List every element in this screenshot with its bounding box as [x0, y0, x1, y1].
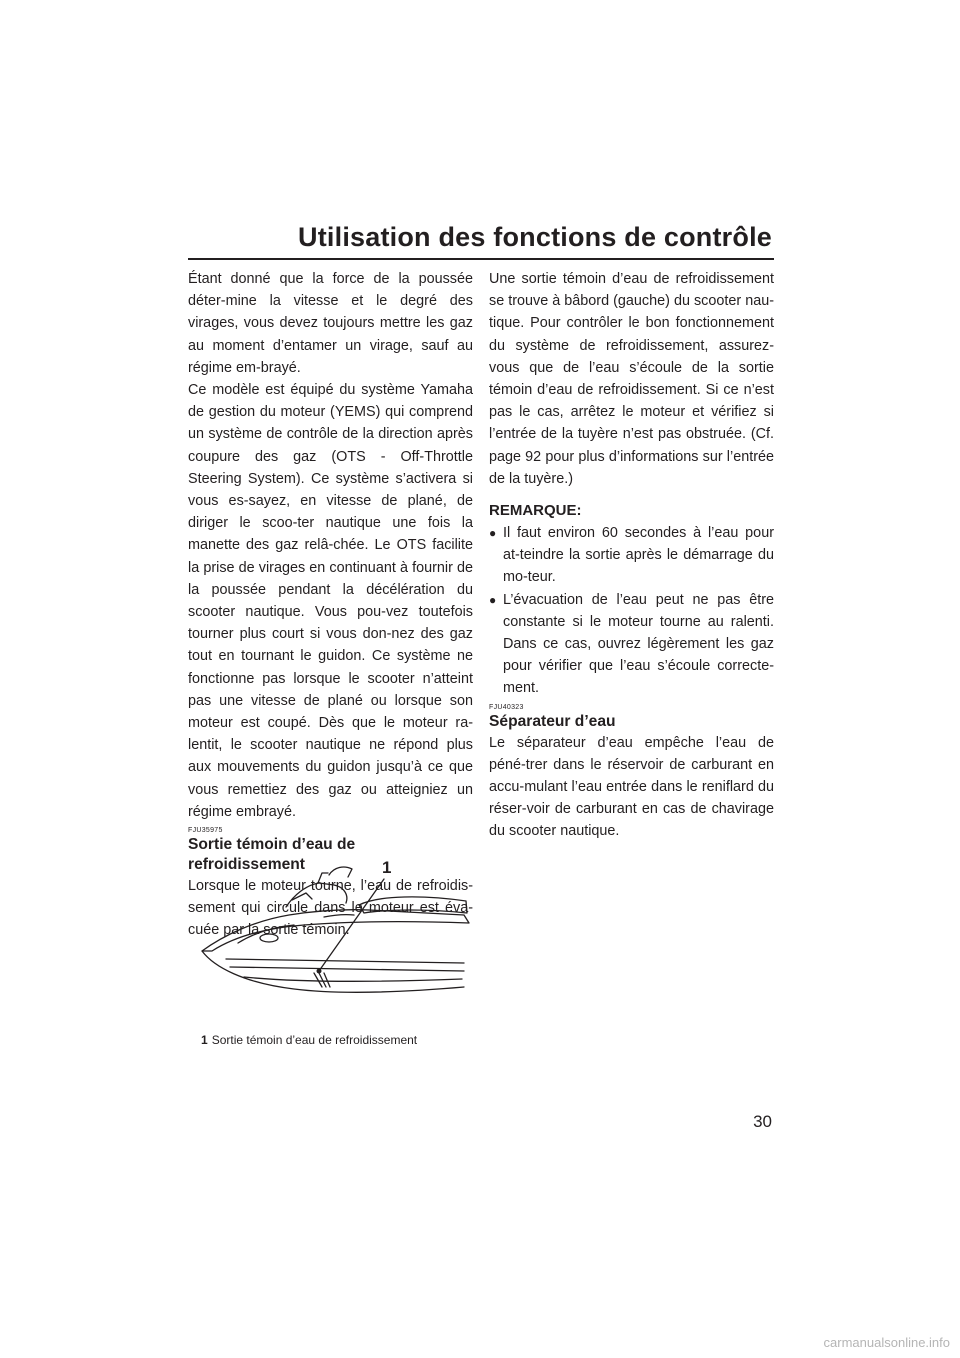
- paragraph-thrust: Étant donné que la force de la poussée déter-mine la vitesse et le degré des virages, vous devez toujours mettre les gaz au moment d’entamer un virage, sauf au régime em-brayé.: [188, 271, 473, 376]
- left-column: [188, 268, 473, 942]
- note-bullet: [489, 589, 774, 700]
- caption-number: 1: [201, 1033, 208, 1047]
- bullet-text: L’évacuation de l’eau peut ne pas être constante si le moteur tourne au ralenti. Dans ce cas, ouvrez légèrement les gaz pour vérifier que l’eau s’écoule correcte-ment.: [503, 591, 774, 697]
- right-column: [489, 268, 774, 843]
- note-title: REMARQUE:: [489, 502, 582, 520]
- section-heading-cooling-outlet: Sortie témoin d’eau de refroidissement: [188, 836, 356, 874]
- bullet-icon: ●: [489, 526, 497, 541]
- section-heading-water-separator: Séparateur d’eau: [489, 712, 616, 730]
- paragraph-cooling-outlet: Lorsque le moteur tourne, l’eau de refroidis-sement qui circule dans le moteur est éva-cuée par la sortie témoin.: [188, 878, 473, 939]
- watercraft-illustration: [194, 855, 477, 1015]
- section-code: FJU40323: [489, 703, 524, 711]
- page-number: 30: [753, 1112, 772, 1131]
- figure-caption: [201, 1033, 417, 1047]
- note-bullet: [489, 522, 774, 589]
- section-code: FJU35975: [188, 827, 223, 835]
- paragraph-ots-system: Ce modèle est équipé du système Yamaha de gestion du moteur (YEMS) qui comprend un système de contrôle de la direction après coupure des gaz (OTS - Off-Throttle Steering System). Ce système s’activera si vous es-sayez, en vitesse de plané, de diriger le scoo-ter nautique une fois la manette des gaz relâ-chée. Le OTS facilite la prise de virages en continuant à fournir de la poussée pendant la décélération du scooter nautique. Vous pou-vez toutefois tourner plus court si vous don-nez des gaz tout en tournant le guidon. Ce système ne fonctionne pas lorsque le scooter n’atteint pas une vitesse de plané ou lorsque son moteur est coupé. Dès que le moteur ra-lentit, le scooter nautique ne répond plus aux mouvements du guidon jusqu’à ce que vous remettiez des gaz ou atteigniez un régime embrayé.: [188, 382, 473, 820]
- page-title: Utilisation des fonctions de contrôle: [298, 222, 772, 252]
- figure-callout-number: 1: [382, 858, 392, 877]
- title-divider: [188, 258, 774, 260]
- caption-text: Sortie témoin d’eau de refroidissement: [211, 1033, 418, 1047]
- watermark: carmanualsonline.info: [823, 1335, 950, 1350]
- paragraph-water-separator: Le séparateur d’eau empêche l’eau de péné-trer dans le réservoir de carburant en accu-mulant l’eau entrée dans le reniflard du réser-voir de carburant en cas de chavirage du scooter nautique.: [489, 734, 774, 840]
- bullet-text: Il faut environ 60 secondes à l’eau pour at-teindre la sortie après le démarrage du mo-teur.: [503, 525, 774, 586]
- paragraph-outlet-location: Une sortie témoin d’eau de refroidissement se trouve à bâbord (gauche) du scooter nau-tique. Pour contrôler le bon fonctionnement du système de refroidissement, assurez-vous que de l’eau s’écoule de la sortie témoin d’eau de refroidissement. Si ce n’est pas le cas, arrêtez le moteur et vérifiez si l’entrée de la tuyère n’est pas obstruée. (Cf. page 92 pour plus d’informations sur l’entrée de la tuyère.): [489, 271, 774, 487]
- bullet-icon: ●: [489, 592, 497, 607]
